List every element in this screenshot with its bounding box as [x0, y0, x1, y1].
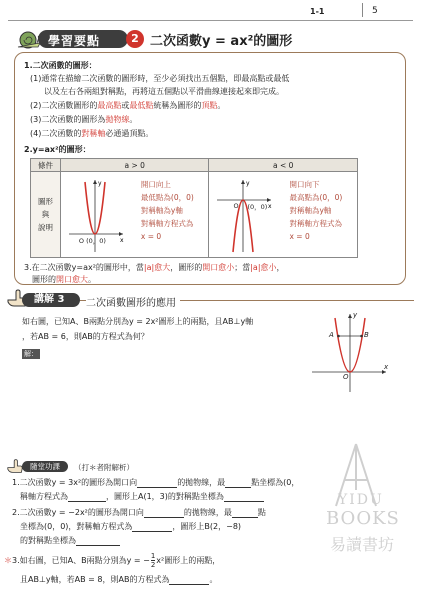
text: 的拋物線，最	[177, 478, 226, 487]
example-parabola-figure	[310, 312, 390, 394]
example-line1: 如右圖，已知A、B兩點分別為y = 2x²圖形上的兩點，且AB⊥y軸	[22, 317, 254, 326]
axis-is-y: 對稱軸為y軸	[140, 206, 183, 215]
positive-description	[141, 178, 194, 243]
highlight-parabola: 拋物線	[105, 115, 130, 124]
highlight: |a|愈大	[143, 263, 171, 272]
answer-label: 解：	[24, 350, 38, 358]
x-axis-label: x	[384, 363, 389, 371]
svg-text:y: y	[246, 180, 251, 187]
section-number: 1-1	[310, 7, 325, 16]
text: ，	[276, 263, 285, 272]
graph-table	[30, 158, 358, 258]
vertex-label-negative: (0，0)	[247, 203, 268, 211]
question-2-line2	[20, 521, 241, 532]
practice-note: （打＊者附解析）	[74, 463, 134, 472]
point1-1-line2: 以及左右各兩組對稱點，再將這五個點以平滑曲線連接起來即完成。	[44, 87, 284, 96]
text: 。	[88, 275, 96, 284]
opens-up: 開口向上	[140, 180, 171, 189]
question-1-line1	[12, 477, 299, 488]
svg-text:y: y	[97, 180, 102, 187]
section2-badge: 講解 3	[22, 293, 80, 307]
table-header-a-negative: a < 0	[209, 159, 358, 172]
table-header-a-positive: a > 0	[60, 159, 209, 172]
highlight-axis: 對稱軸	[81, 129, 106, 138]
example-line2: ，若AB = 6，則AB的方程式為何？	[22, 332, 149, 341]
header-rule	[8, 20, 413, 21]
header-divider	[362, 3, 363, 17]
text: 統稱為圖形的	[153, 101, 202, 110]
watermark-books: BOOKS	[326, 508, 400, 529]
row-label-1: 圖形	[37, 197, 53, 206]
answer-blank[interactable]	[76, 537, 120, 546]
text: 的對稱點坐標為	[20, 536, 76, 545]
text: 的拋物線，最	[183, 508, 232, 517]
text: 或	[121, 101, 130, 110]
table-row-label	[31, 172, 61, 258]
point1-4	[30, 128, 153, 139]
answer-blank[interactable]	[132, 523, 172, 532]
highlight: 開口愈小	[202, 263, 235, 272]
min-point: 最低點為(0，0)	[140, 193, 194, 202]
point1-1-line1: (1)通常在描繪二次函數的圖形時，至少必須找出五個點，即最高點或最低	[30, 74, 290, 83]
point3-line2	[32, 274, 96, 285]
downward-parabola-graph	[213, 176, 275, 254]
text: 3.在二次函數y=ax²的圖形中，當	[24, 263, 144, 272]
text: (4)二次函數的	[30, 129, 82, 138]
question-3-line2	[20, 574, 217, 585]
fraction	[151, 552, 155, 569]
text: ，圖形上A(1，3)的對稱點坐標為	[106, 492, 224, 501]
text: 。	[209, 575, 218, 584]
text: 稱軸方程式為	[20, 492, 68, 501]
answer-blank[interactable]	[144, 509, 184, 518]
watermark-chinese: 易讀書坊	[330, 535, 395, 554]
point1-title: 1.二次函數的圖形：	[24, 61, 97, 70]
text: (3)二次函數的圖形為	[30, 115, 106, 124]
point-a-label: A	[329, 331, 334, 339]
section2-title: 二次函數圖形的應用	[86, 294, 180, 309]
page-number: 5	[372, 6, 378, 16]
text: ，圖形的	[170, 263, 203, 272]
max-point: 最高點為(0，0)	[289, 193, 343, 202]
star-marker: ＊	[4, 556, 12, 565]
axis-is-y: 對稱軸為y軸	[289, 206, 332, 215]
y-axis-label: y	[353, 311, 358, 319]
axis-equation: x = 0	[140, 232, 162, 241]
answer-blank[interactable]	[137, 479, 177, 488]
question-2-line1	[12, 507, 266, 518]
answer-blank[interactable]	[224, 493, 264, 502]
text: ；當	[234, 263, 251, 272]
text: 必通過頂點。	[105, 129, 154, 138]
origin-label: O	[343, 373, 349, 381]
text: 且AB⊥y軸，若AB = 8，則AB的方程式為	[20, 575, 170, 584]
banner-title: 二次函數y = ax²的圖形	[150, 34, 293, 49]
point-b-label: B	[364, 331, 369, 339]
negative-description	[289, 178, 342, 243]
answer-blank[interactable]	[225, 479, 251, 488]
svg-text:x: x	[119, 237, 124, 244]
question-3-line1	[4, 552, 220, 569]
watermark-yidu: YIDU	[338, 492, 384, 508]
point3-line1	[24, 262, 285, 273]
text: 1.二次函數y = 3x²的圖形為開口向	[12, 478, 138, 487]
axis-equation-label: 對稱軸方程式為	[140, 219, 194, 228]
text: x²圖形上的兩點，	[156, 556, 221, 565]
text: 圖形的	[32, 275, 56, 284]
question-2-line3	[20, 535, 120, 546]
fraction-denominator: 2	[150, 561, 156, 569]
origin-label-negative: O	[233, 202, 239, 210]
point1-2	[30, 100, 225, 111]
fraction-numerator: 1	[150, 552, 156, 560]
origin-label-positive: O (0，0)	[78, 237, 106, 245]
banner-tag: 學習要點	[48, 34, 101, 48]
point2-title: 2.y=ax²的圖形：	[24, 145, 91, 154]
answer-blank[interactable]	[68, 493, 106, 502]
row-label-2: 與	[41, 210, 50, 219]
answer-blank[interactable]	[232, 509, 258, 518]
text: 。	[217, 101, 226, 110]
opens-down: 開口向下	[289, 180, 320, 189]
axis-equation-label: 對稱軸方程式為	[289, 219, 342, 228]
text: 2.二次函數y = −2x²的圖形為開口向	[12, 508, 144, 517]
text: ，圖形上B(2，−8)	[172, 522, 242, 531]
point1-3	[30, 114, 137, 125]
banner-number-badge: 2	[126, 30, 144, 48]
highlight: |a|愈小	[250, 263, 277, 272]
question-1-line2	[20, 491, 264, 502]
table-cell-a-negative	[209, 172, 358, 258]
highlight: 開口愈大	[56, 275, 88, 284]
text: (2)二次函數圖形的	[30, 101, 98, 110]
text: 。	[129, 115, 138, 124]
text: 點	[257, 508, 266, 517]
table-header-condition: 條件	[31, 159, 61, 172]
highlight-vertex: 頂點	[201, 101, 218, 110]
table-cell-a-positive	[60, 172, 209, 258]
highlight-max: 最高點	[97, 101, 122, 110]
axis-equation: x = 0	[289, 232, 310, 241]
svg-text:x: x	[268, 203, 273, 210]
row-label-3: 說明	[37, 223, 53, 232]
page-header	[0, 0, 421, 20]
practice-badge: 隨堂功課	[22, 461, 68, 472]
text: 3.如右圖，已知A、B兩點分別為y = −	[12, 556, 150, 565]
text: 點坐標為(0，	[251, 478, 300, 487]
answer-blank[interactable]	[169, 576, 209, 585]
highlight-min: 最低點	[129, 101, 154, 110]
text: 坐標為(0，0)，對稱軸方程式為	[20, 522, 133, 531]
